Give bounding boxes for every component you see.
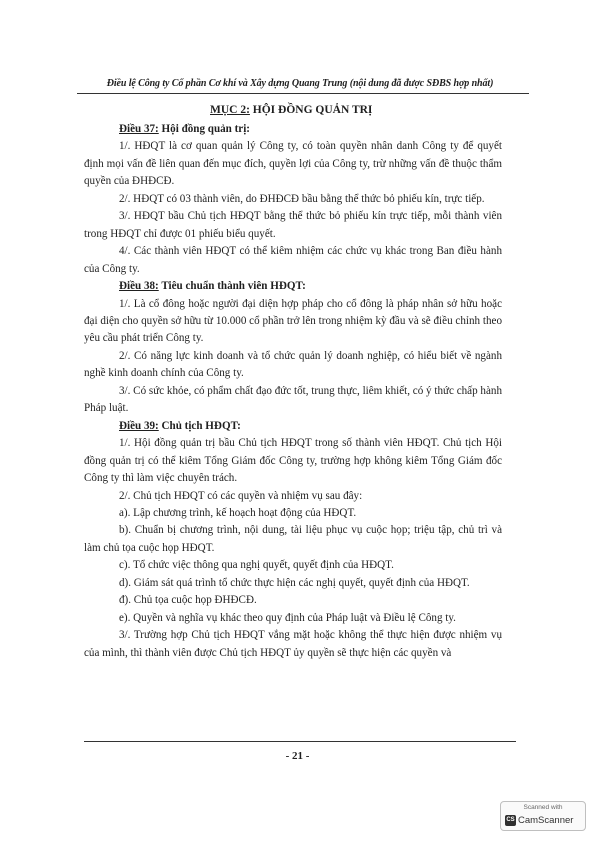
article-number: Điều 37: [119, 123, 159, 135]
paragraph: c). Tổ chức việc thông qua nghị quyết, quyết định của HĐQT. [119, 559, 394, 572]
paragraph: 2/. HĐQT có 03 thành viên, do ĐHĐCĐ bầu bằng thể thức bỏ phiếu kín, trực tiếp. [119, 192, 485, 205]
paragraph: a). Lập chương trình, kế hoạch hoạt động của HĐQT. [119, 506, 357, 519]
paragraph: 1/. Hội đồng quản trị bầu Chủ tịch HĐQT trong số thành viên HĐQT. Chủ tịch Hội đồng quản trị có thể kiêm Tổng Giám đốc Công ty, trường hợp không kiêm Tổng Giám đốc Công ty thì làm việc chuyên trách. [84, 437, 502, 485]
paragraph: d). Giám sát quá trình tổ chức thực hiện các nghị quyết, quyết định của HĐQT. [119, 576, 470, 589]
paragraph: 2/. Chủ tịch HĐQT có các quyền và nhiệm vụ sau đây: [119, 489, 363, 502]
header-divider [77, 93, 529, 94]
article-heading [84, 418, 502, 435]
watermark-brand: CamScanner [518, 815, 574, 826]
paragraph: 1/. Là cổ đông hoặc người đại diện hợp pháp cho cổ đông là pháp nhân sở hữu hoặc đại diện cho quyền sở hữu từ 10.000 cổ phần trở lên trong nhiệm kỳ đầu và sẽ điều chỉnh theo yêu cầu phát triển Công ty. [84, 297, 502, 345]
paragraph: e). Quyền và nghĩa vụ khác theo quy định của Pháp luật và Điều lệ Công ty. [119, 611, 456, 624]
section-title [210, 104, 372, 116]
paragraph: 3/. HĐQT bầu Chủ tịch HĐQT bằng thể thức bỏ phiếu kín trực tiếp, mỗi thành viên trong HĐQT chỉ được 01 phiếu biểu quyết. [84, 210, 502, 240]
paragraph: 4/. Các thành viên HĐQT có thể kiêm nhiệm các chức vụ khác trong Ban điều hành của Công ty. [84, 245, 502, 275]
paragraph: 3/. Trường hợp Chủ tịch HĐQT vắng mặt hoặc không thể thực hiện được nhiệm vụ của mình, thì thành viên được Chủ tịch HĐQT ủy quyền sẽ thực hiện các quyền và [84, 629, 502, 659]
section-heading: HỘI ĐỒNG QUẢN TRỊ [249, 104, 373, 116]
watermark-scanned-text: Scanned with [523, 804, 563, 811]
page-number: - 21 - [285, 750, 310, 762]
article-title: Tiêu chuẩn thành viên HĐQT: [161, 280, 306, 293]
article-heading [84, 278, 502, 295]
camscanner-logo-icon: CS [505, 815, 516, 826]
article-heading [84, 121, 502, 138]
paragraph: đ). Chủ tọa cuộc họp ĐHĐCĐ. [119, 594, 257, 607]
section-label: MỤC 2: [210, 104, 250, 116]
paragraph: 1/. HĐQT là cơ quan quản lý Công ty, có toàn quyền nhân danh Công ty để quyết định mọi vấn đề liên quan đến mục đích, quyền lợi của Công ty, trừ những vấn đề thuộc thẩm quyền của ĐHĐCĐ. [84, 140, 502, 188]
article-title: Chủ tịch HĐQT: [161, 419, 241, 432]
document-body [84, 121, 502, 662]
article-number: Điều 39: [119, 419, 159, 432]
paragraph: 2/. Có năng lực kinh doanh và tổ chức quản lý doanh nghiệp, có hiểu biết về ngành nghề kinh doanh chính của Công ty. [84, 349, 502, 380]
article-number: Điều 38: [119, 280, 159, 293]
paragraph: b). Chuẩn bị chương trình, nội dung, tài liệu phục vụ cuộc họp; triệu tập, chủ trì và làm chủ tọa cuộc họp HĐQT. [84, 524, 502, 554]
paragraph: 3/. Có sức khỏe, có phẩm chất đạo đức tốt, trung thực, liêm khiết, có ý thức chấp hành Pháp luật. [84, 384, 502, 415]
document-header: Điều lệ Công ty Cổ phần Cơ khí và Xây dựng Quang Trung (nội dung đã được SĐBS hợp nhất) [106, 78, 494, 89]
footer-divider [84, 741, 516, 742]
article-title: Hội đồng quản trị: [161, 123, 250, 135]
camscanner-watermark [500, 801, 586, 831]
